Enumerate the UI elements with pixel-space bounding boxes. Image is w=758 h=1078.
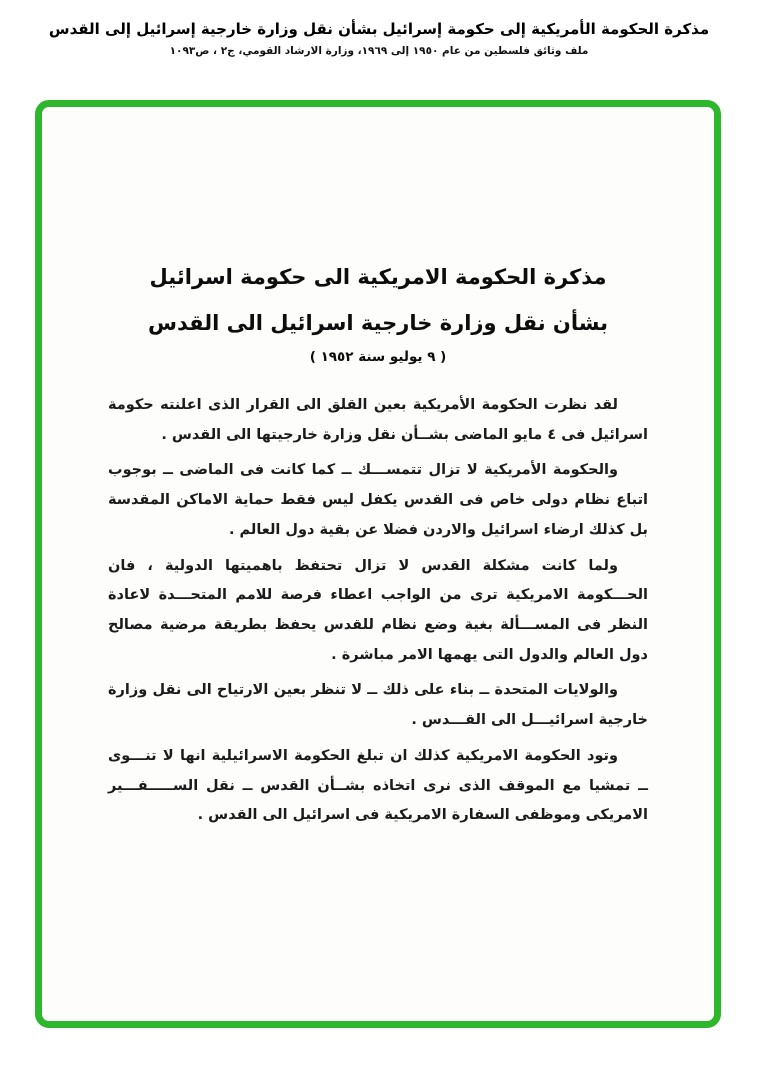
scanned-document	[42, 107, 714, 1021]
page-header	[0, 20, 758, 57]
paragraph: والحكومة الأمريكية لا تزال تتمســـك ــ كما كانت فى الماضى ــ بوجوب اتباع نظام دولى خاص فى القدس يكفل ليس فقط حماية الاماكن المقدسة بل كذلك ارضاء اسرائيل والاردن فضلا عن بقية دول العالم .	[108, 462, 648, 538]
header-source-citation: ملف وثائق فلسطين من عام ١٩٥٠ إلى ١٩٦٩، وزارة الارشاد القومي، ج٢ ، ص١٠٩٣	[169, 45, 589, 57]
scan-frame	[35, 100, 721, 1028]
paragraph: والولايات المتحدة ــ بناء على ذلك ــ لا تنظر بعين الارتياح الى نقل وزارة خارجية اسرائيـــل الى القـــدس .	[108, 682, 648, 729]
document-body	[108, 391, 648, 831]
document-date: ( ٩ يوليو سنة ١٩٥٢ )	[309, 349, 447, 365]
paragraph: ولما كانت مشكلة القدس لا تزال تحتفظ باهميتها الدولية ، فان الحـــكومة الامريكية ترى من الواجب اعطاء فرصة للامم المتحـــدة لاعادة النظر فى المســـألة بغية وضع نظام للقدس يحفظ بطريقة مرضية مصالح دول العالم والدول التى يهمها الامر مباشرة .	[108, 557, 648, 663]
document-title-line2: بشأن نقل وزارة خارجية اسرائيل الى القدس	[147, 311, 608, 335]
paragraph: لقد نظرت الحكومة الأمريكية بعين القلق الى القرار الذى اعلنته حكومة اسرائيل فى ٤ مايو الماضى بشــأن نقل وزارة خارجيتها الى القدس .	[108, 397, 648, 443]
document-title-line1: مذكرة الحكومة الامريكية الى حكومة اسرائيل	[149, 265, 607, 289]
document-title	[108, 265, 648, 335]
paragraph: وتود الحكومة الامريكية كذلك ان تبلغ الحكومة الاسرائيلية انها لا تنـــوى ــ تمشيا مع الموقف الذى نرى اتخاذه بشــأن القدس ــ نقل الســـــفـــير الامريكى وموظفى السفارة الامريكية فى اسرائيل الى القدس .	[108, 747, 648, 824]
header-title: مذكرة الحكومة الأمريكية إلى حكومة إسرائيل بشأن نقل وزارة خارجية إسرائيل إلى القدس	[48, 20, 710, 38]
